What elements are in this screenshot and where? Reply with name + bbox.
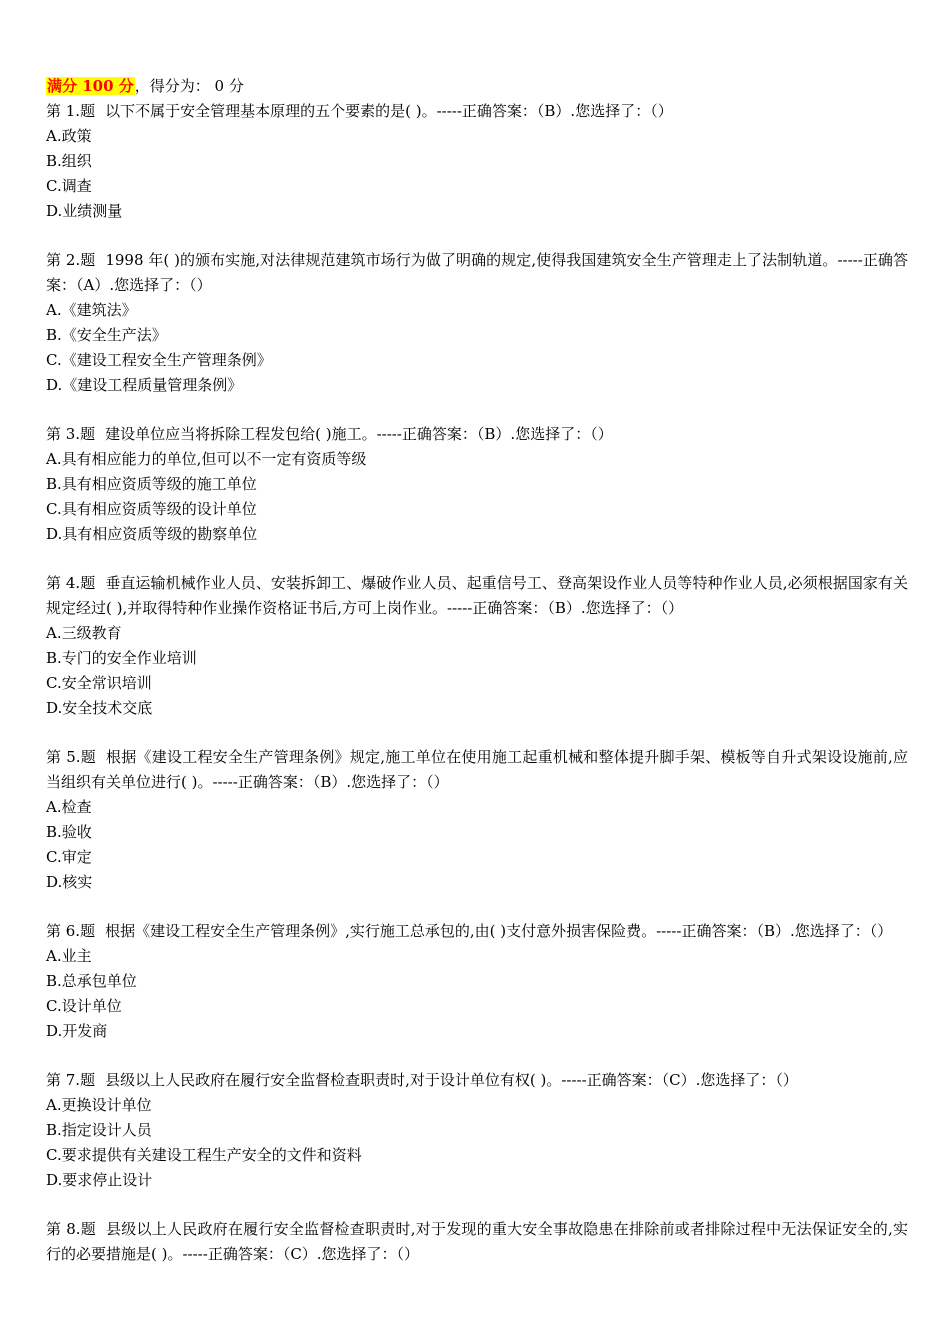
- question-text: 垂直运输机械作业人员、安装拆卸工、爆破作业人员、起重信号工、登高架设作业人员等特种作业人员,必须根据国家有关规定经过( ),并取得特种作业操作资格证书后,方可上岗作业。-----正确答案：（B）.您选择了：（）: [46, 574, 908, 617]
- answer-option: A.具有相应能力的单位,但可以不一定有资质等级: [46, 450, 367, 468]
- question-list: [46, 99, 908, 1267]
- question-text: 以下不属于安全管理基本原理的五个要素的是( )。-----正确答案：（B）.您选择了：（）: [105, 102, 673, 120]
- answer-option: D.业绩测量: [46, 202, 123, 220]
- question-text: 建设单位应当将拆除工程发包给( )施工。-----正确答案：（B）.您选择了：（）: [105, 425, 613, 443]
- answer-option: C.审定: [46, 848, 92, 866]
- exam-result-document: [46, 74, 908, 1291]
- answer-option: C.《建设工程安全生产管理条例》: [46, 351, 272, 369]
- question-number: 第 2.题: [46, 251, 96, 269]
- question-number: 第 4.题: [46, 574, 96, 592]
- score-summary: [46, 74, 908, 99]
- answer-option: B.具有相应资质等级的施工单位: [46, 475, 257, 493]
- answer-option: D.要求停止设计: [46, 1171, 153, 1189]
- answer-option: C.调查: [46, 177, 92, 195]
- answer-option: A.《建筑法》: [46, 301, 137, 319]
- answer-option: B.《安全生产法》: [46, 326, 167, 344]
- question-number: 第 1.题: [46, 102, 96, 120]
- answer-option: D.具有相应资质等级的勘察单位: [46, 525, 258, 543]
- answer-option: C.具有相应资质等级的设计单位: [46, 500, 257, 518]
- total-score-highlight: 满分 100 分: [47, 77, 134, 95]
- question-number: 第 8.题: [46, 1220, 97, 1238]
- question-block: [46, 745, 908, 895]
- answer-option: A.更换设计单位: [46, 1096, 152, 1114]
- question-number: 第 3.题: [46, 425, 96, 443]
- question-stem: [46, 571, 908, 621]
- question-text: 县级以上人民政府在履行安全监督检查职责时,对于发现的重大安全事故隐患在排除前或者排除过程中无法保证安全的,实行的必要措施是( )。-----正确答案：（C）.您选择了：（）: [46, 1220, 908, 1263]
- question-block: [46, 99, 908, 224]
- answer-option: B.组织: [46, 152, 92, 170]
- question-block: [46, 248, 908, 398]
- answer-option: B.总承包单位: [46, 972, 137, 990]
- question-stem: [46, 248, 908, 298]
- question-number: 第 7.题: [46, 1071, 96, 1089]
- question-number: 第 6.题: [46, 922, 96, 940]
- answer-option: C.设计单位: [46, 997, 122, 1015]
- question-stem: [46, 99, 908, 124]
- answer-option: C.要求提供有关建设工程生产安全的文件和资料: [46, 1146, 362, 1164]
- answer-option: A.政策: [46, 127, 92, 145]
- answer-option: A.三级教育: [46, 624, 122, 642]
- answer-option: D.《建设工程质量管理条例》: [46, 376, 243, 394]
- answer-option: A.检查: [46, 798, 92, 816]
- question-number: 第 5.题: [46, 748, 97, 766]
- answer-option: C.安全常识培训: [46, 674, 152, 692]
- question-block: [46, 1068, 908, 1193]
- question-text: 1998 年( )的颁布实施,对法律规范建筑市场行为做了明确的规定,使得我国建筑安全生产管理走上了法制轨道。-----正确答案：（A）.您选择了：（）: [46, 251, 908, 294]
- answer-option: B.指定设计人员: [46, 1121, 152, 1139]
- answer-option: A.业主: [46, 947, 92, 965]
- question-text: 县级以上人民政府在履行安全监督检查职责时,对于设计单位有权( )。-----正确答案：（C）.您选择了：（）: [105, 1071, 798, 1089]
- answer-option: D.核实: [46, 873, 93, 891]
- question-block: [46, 1217, 908, 1267]
- question-text: 根据《建设工程安全生产管理条例》规定,施工单位在使用施工起重机械和整体提升脚手架、模板等自升式架设设施前,应当组织有关单位进行( )。-----正确答案：（B）.您选择了：（）: [46, 748, 908, 791]
- question-block: [46, 571, 908, 721]
- answer-option: B.专门的安全作业培训: [46, 649, 197, 667]
- question-stem: [46, 745, 908, 795]
- question-stem: [46, 1068, 908, 1093]
- question-stem: [46, 919, 908, 944]
- question-text: 根据《建设工程安全生产管理条例》,实行施工总承包的,由( )支付意外损害保险费。-----正确答案：（B）.您选择了：（）: [105, 922, 893, 940]
- question-block: [46, 919, 908, 1044]
- answer-option: B.验收: [46, 823, 92, 841]
- question-block: [46, 422, 908, 547]
- answer-option: D.开发商: [46, 1022, 108, 1040]
- question-stem: [46, 1217, 908, 1267]
- obtained-score-text: ，得分为： 0 分: [134, 77, 244, 95]
- question-stem: [46, 422, 908, 447]
- answer-option: D.安全技术交底: [46, 699, 153, 717]
